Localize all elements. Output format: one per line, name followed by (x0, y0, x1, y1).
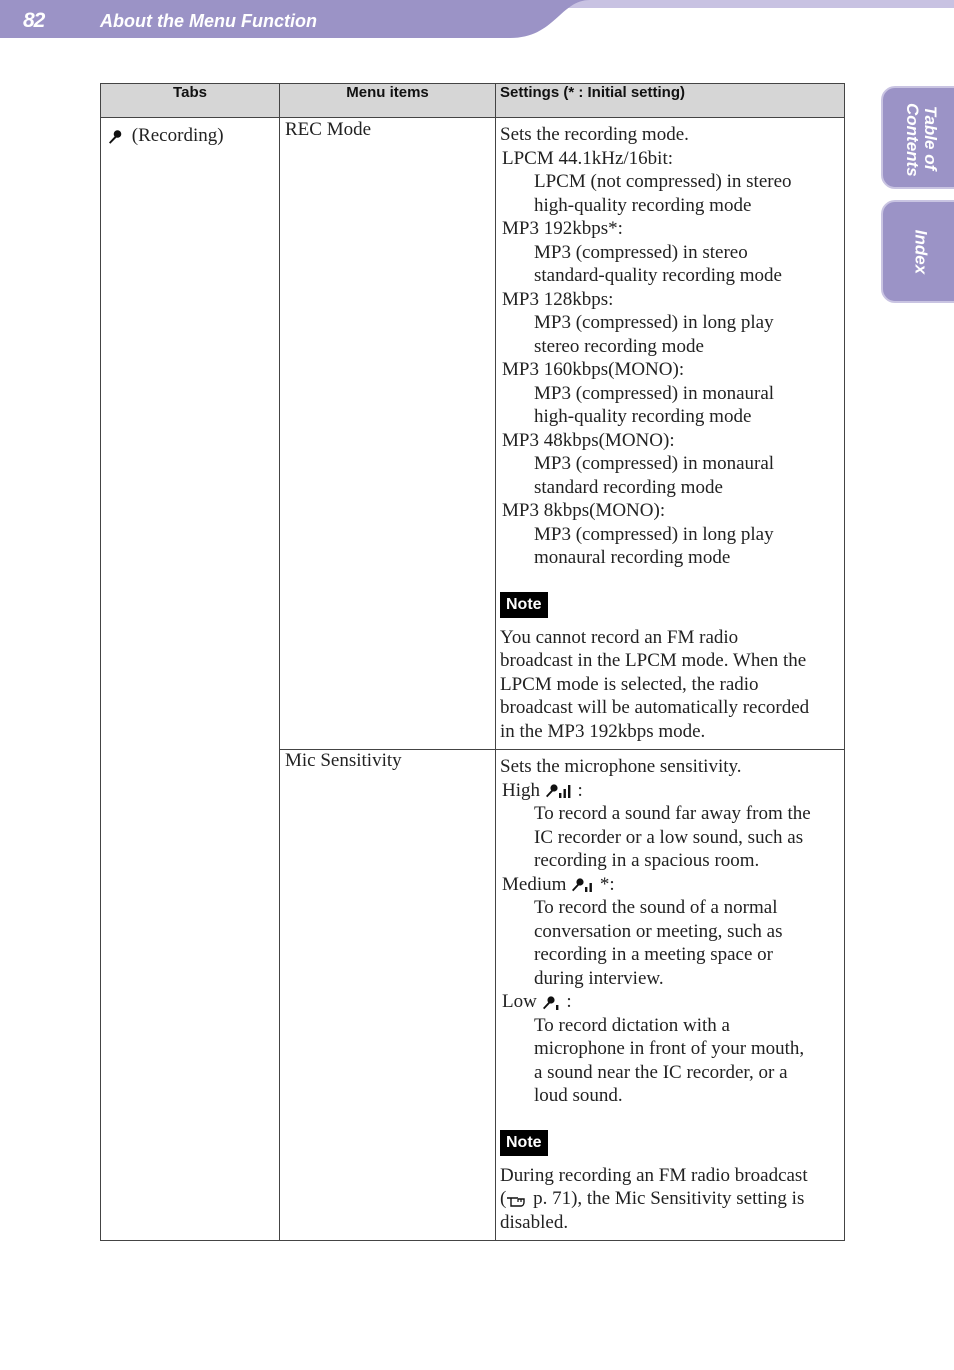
note-text-ref: ( p. 71), the Mic Sensitivity setting is (500, 1188, 805, 1209)
note-text: LPCM mode is selected, the radio (500, 673, 759, 695)
settings-rec-mode (496, 118, 845, 750)
mic-medium-icon (571, 877, 595, 893)
index-tab[interactable] (881, 200, 954, 303)
note-badge: Note (500, 1130, 548, 1156)
option-desc: standard recording mode (534, 476, 723, 498)
note-text: disabled. (500, 1211, 569, 1233)
col-header-menu-items: Menu items (280, 84, 496, 118)
option-desc: recording in a spacious room. (534, 850, 760, 871)
option-high: High : (502, 779, 583, 801)
option-desc: conversation or meeting, such as (534, 920, 783, 942)
page-header (0, 0, 954, 40)
option-desc: MP3 (compressed) in long play (534, 312, 774, 333)
note-text: You cannot record an FM radio (500, 626, 739, 648)
option-desc: high-quality recording mode (534, 406, 752, 427)
menu-table (100, 83, 845, 1241)
pointing-hand-icon[interactable] (506, 1192, 528, 1208)
option-desc: To record a sound far away from the (534, 803, 811, 824)
option-name: LPCM 44.1kHz/16bit: (502, 147, 674, 169)
option-name: MP3 48kbps(MONO): (502, 429, 675, 451)
option-desc: a sound near the IC recorder, or a (534, 1061, 788, 1083)
option-desc: loud sound. (534, 1085, 623, 1106)
option-desc: LPCM (not compressed) in stereo (534, 171, 792, 192)
table-header-row (101, 84, 845, 118)
col-header-settings: Settings (* : Initial setting) (496, 84, 845, 118)
option-medium: Medium *: (502, 873, 615, 895)
table-of-contents-tab[interactable] (881, 86, 954, 189)
option-low: Low : (502, 991, 572, 1012)
note-badge: Note (500, 592, 548, 618)
mic-low-icon (542, 995, 562, 1011)
mic-high-icon (545, 783, 573, 799)
option-desc: MP3 (compressed) in stereo (534, 241, 748, 263)
option-desc: monaural recording mode (534, 547, 731, 568)
index-tab-label: Index (911, 229, 931, 274)
menu-item-rec-mode: REC Mode (280, 118, 496, 750)
note-text: in the MP3 192kbps mode. (500, 720, 706, 742)
option-name: MP3 128kbps: (502, 288, 614, 310)
settings-intro: Sets the recording mode. (500, 124, 689, 145)
col-header-tabs: Tabs (101, 84, 280, 118)
option-desc: To record dictation with a (534, 1014, 730, 1036)
option-desc: MP3 (compressed) in monaural (534, 382, 775, 404)
settings-mic-sensitivity (496, 750, 845, 1241)
note-text: broadcast will be automatically recorded (500, 697, 810, 718)
option-desc: standard-quality recording mode (534, 265, 782, 286)
option-desc: recording in a meeting space or (534, 944, 773, 965)
toc-tab-label: Table of Contents (903, 102, 940, 177)
menu-item-mic-sensitivity: Mic Sensitivity (280, 750, 496, 1241)
option-desc: IC recorder or a low sound, such as (534, 826, 804, 848)
option-desc: stereo recording mode (534, 335, 704, 357)
option-desc: MP3 (compressed) in long play (534, 523, 774, 545)
note-text: During recording an FM radio broadcast (500, 1164, 808, 1186)
page-number: 82 (23, 9, 45, 32)
option-name: MP3 192kbps*: (502, 218, 623, 239)
tab-label: (Recording) (131, 125, 224, 146)
table-row (101, 118, 845, 750)
option-name: MP3 160kbps(MONO): (502, 359, 685, 380)
tab-cell (101, 118, 280, 1241)
option-desc: microphone in front of your mouth, (534, 1038, 805, 1059)
option-desc: during interview. (534, 967, 664, 989)
option-desc: high-quality recording mode (534, 194, 752, 216)
option-name: MP3 8kbps(MONO): (502, 500, 666, 521)
option-desc: To record the sound of a normal (534, 897, 778, 918)
settings-intro: Sets the microphone sensitivity. (500, 756, 742, 777)
header-title: About the Menu Function (100, 11, 317, 31)
option-desc: MP3 (compressed) in monaural (534, 453, 775, 474)
microphone-icon (107, 129, 123, 145)
note-text: broadcast in the LPCM mode. When the (500, 650, 807, 671)
